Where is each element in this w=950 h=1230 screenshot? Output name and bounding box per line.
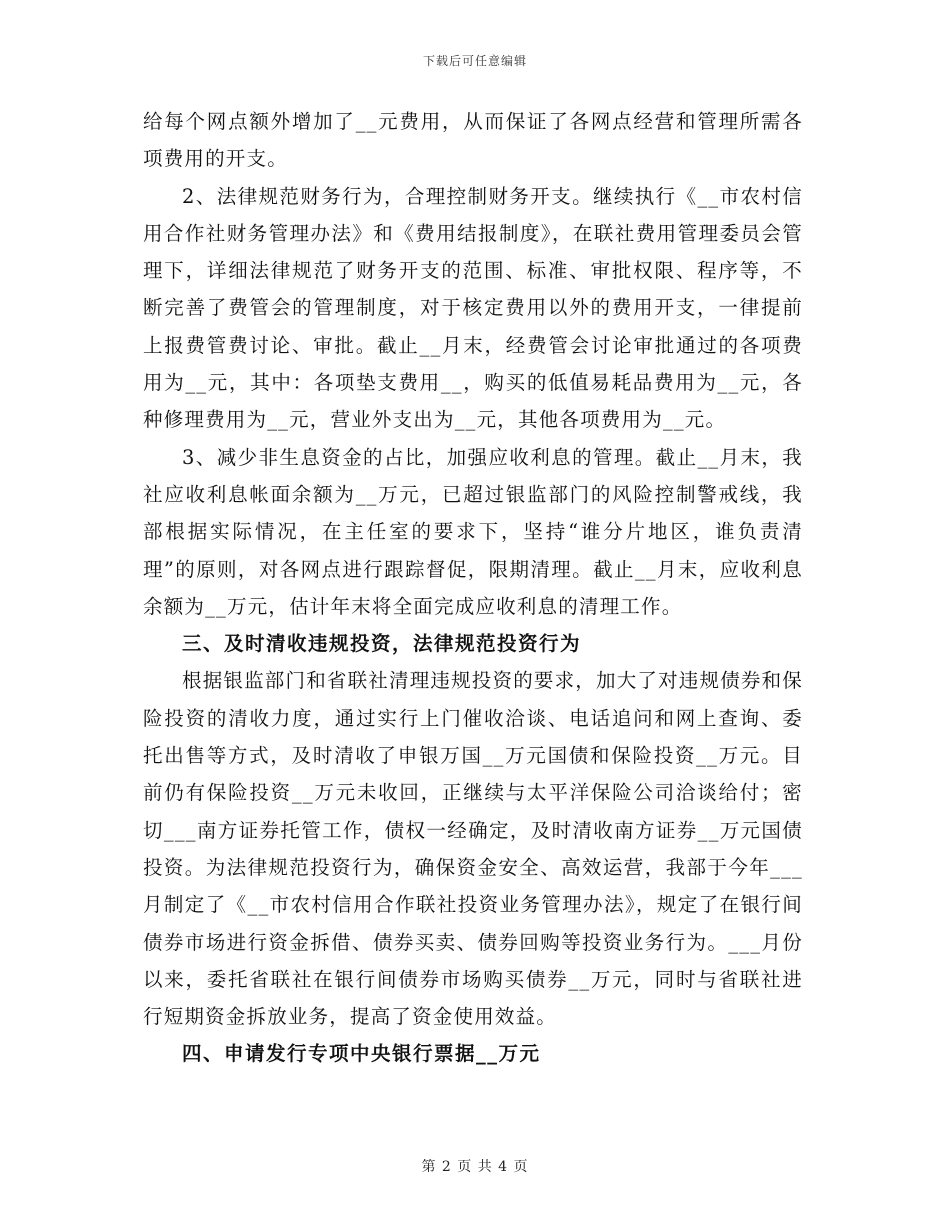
paragraph-investment-recovery: 根据银监部门和省联社清理违规投资的要求，加大了对违规债券和保险投资的清收力度，通过实行上门催收洽谈、电话追问和网上查询、委托出售等方式，及时清收了申银万国__万元国债和保险投资__万元。目前仍有保险投资__万元未收回，正继续与太平洋保险公司洽谈给付；密切___南方证券托管工作，债权一经确定，及时清收南方证券__万元国债投资。为法律规范投资行为，确保资金安全、高效运营，我部于今年___月制定了《__市农村信用合作联社投资业务管理办法》，规定了在银行间债券市场进行资金拆借、债券买卖、债券回购等投资业务行为。___月份以来，委托省联社在银行间债券市场购买债券__万元，同时与省联社进行短期资金拆放业务，提高了资金使用效益。 xyxy=(143,669,804,1029)
document-body xyxy=(143,103,803,1073)
paragraph-continuation: 给每个网点额外增加了__元费用，从而保证了各网点经营和管理所需各项费用的开支。 xyxy=(143,110,803,171)
page-number-footer: 第 2 页 共 4 页 xyxy=(421,1159,529,1175)
section-heading-four: 四、申请发行专项中央银行票据__万元 xyxy=(182,1042,541,1066)
paragraph-interest-receivable: 3、减少非生息资金的占比，加强应收利息的管理。截止__月末，我社应收利息帐面余额为__万元，已超过银监部门的风险控制警戒线，我部根据实际情况，在主任室的要求下，坚持“谁分片地区，谁负责清理”的原则，对各网点进行跟踪督促，限期清理。截止__月末，应收利息余额为__万元，估计年末将全面完成应收利息的清理工作。 xyxy=(143,445,803,618)
page-header: 下载后可任意编辑 xyxy=(422,54,527,68)
section-heading-three: 三、及时清收违规投资，法律规范投资行为 xyxy=(182,632,582,656)
paragraph-finance-regulation: 2、法律规范财务行为，合理控制财务开支。继续执行《__市农村信用合作社财务管理办法》和《费用结报制度》，在联社费用管理委员会管理下，详细法律规范了财务开支的范围、标准、审批权限、程序等，不断完善了费管会的管理制度，对于核定费用以外的费用开支，一律提前上报费管费讨论、审批。截止__月末，经费管会讨论审批通过的各项费用为__元，其中：各项垫支费用__，购买的低值易耗品费用为__元，各种修理费用为__元，营业外支出为__元，其他各项费用为__元。 xyxy=(143,184,803,432)
